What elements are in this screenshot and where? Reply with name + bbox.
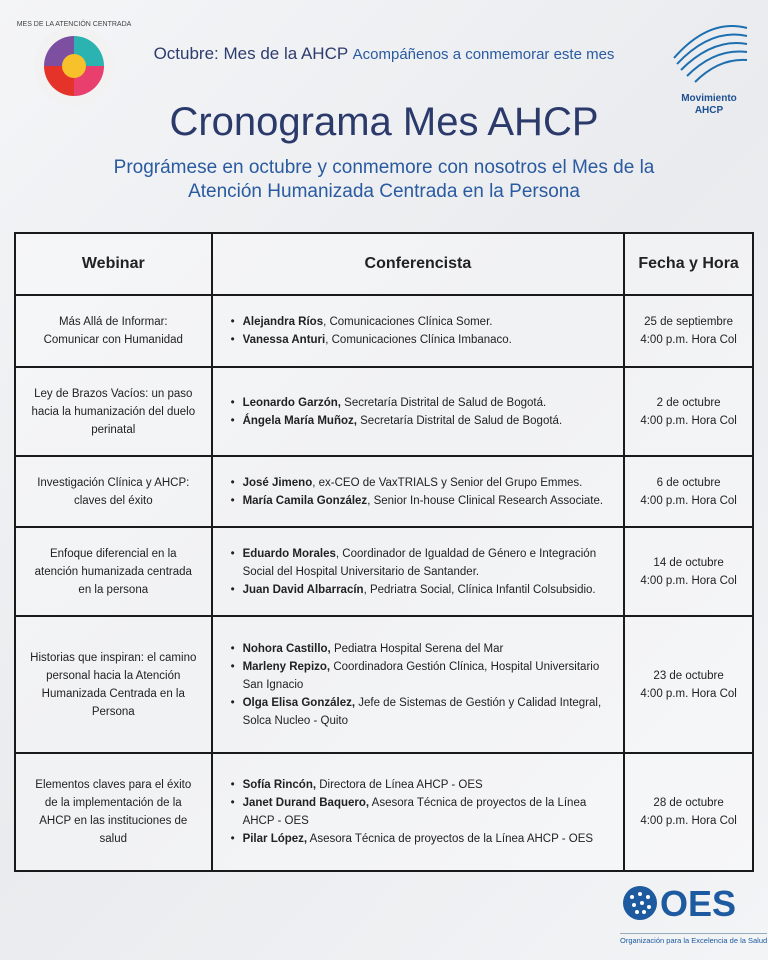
- speaker-item: [231, 640, 606, 658]
- speaker-role: Pediatra Hospital Serena del Mar: [330, 642, 504, 655]
- date: 23 de octubre: [653, 669, 724, 682]
- speaker-role: Secretaría Distrital de Salud de Bogotá.: [356, 414, 563, 427]
- speaker-item: [231, 794, 606, 830]
- speakers-cell: [212, 527, 625, 616]
- table-row: [15, 616, 753, 753]
- speaker-role: Coordinadora Gestión Clínica, Hospital Universitario San Ignacio: [242, 660, 600, 691]
- header-conferencista: Conferencista: [212, 233, 625, 295]
- speaker-name: Ángela María Muñoz,: [242, 414, 357, 427]
- page-title: Cronograma Mes AHCP: [169, 100, 599, 144]
- date-cell: [624, 367, 753, 456]
- speaker-item: [231, 694, 606, 730]
- speaker-role: Directora de Línea AHCP - OES: [316, 779, 483, 791]
- month-label: Octubre: Mes de la AHCP: [153, 44, 348, 63]
- header-fecha: Fecha y Hora: [624, 233, 753, 295]
- time: 4:00 p.m. Hora Col: [640, 815, 737, 827]
- speaker-role: , Senior In-house Clinical Research Associate.: [367, 494, 604, 507]
- speaker-item: [231, 776, 606, 794]
- speaker-item: [231, 474, 606, 492]
- logo-text-ahcp: AHCP: [694, 105, 724, 116]
- webinar-title: Más Allá de Informar: Comunicar con Humanidad: [15, 295, 212, 367]
- schedule-table: [14, 232, 754, 872]
- date-cell: [624, 527, 753, 616]
- date-cell: [624, 616, 753, 753]
- header-tagline: [0, 44, 768, 64]
- date-cell: [624, 753, 753, 871]
- speaker-role: , Comunicaciones Clínica Imbanaco.: [325, 334, 512, 346]
- date: 2 de octubre: [656, 396, 721, 409]
- speaker-name: Vanessa Anturi: [242, 334, 326, 346]
- speaker-role: , ex-CEO de VaxTRIALS y Senior del Grupo Emmes.: [312, 476, 583, 489]
- speaker-role: Asesora Técnica de proyectos de la Línea AHCP - OES: [242, 797, 587, 827]
- speaker-item: [231, 658, 606, 694]
- oes-tagline: Organización para la Excelencia de la Salud: [620, 933, 767, 945]
- speaker-name: Alejandra Ríos: [242, 316, 324, 328]
- date: 6 de octubre: [656, 476, 721, 489]
- speaker-name: Marleny Repizo,: [242, 660, 331, 673]
- speaker-name: Leonardo Garzón,: [242, 396, 341, 409]
- oes-name: OES: [660, 883, 737, 924]
- speaker-item: [231, 313, 606, 331]
- speakers-cell: [212, 367, 625, 456]
- speaker-item: [231, 394, 606, 412]
- speaker-role: , Pedriatra Social, Clínica Infantil Colsubsidio.: [363, 583, 596, 596]
- date-cell: [624, 295, 753, 367]
- table-row: [15, 753, 753, 871]
- time: 4:00 p.m. Hora Col: [640, 414, 737, 427]
- table-row: [15, 527, 753, 616]
- speaker-name: Janet Durand Baquero,: [242, 797, 370, 809]
- page-subtitle: Prográmese en octubre y conmemore con nosotros el Mes de la Atención Humanizada Centrada en la Persona: [113, 157, 655, 202]
- speaker-name: María Camila González: [242, 494, 368, 507]
- webinar-title: Enfoque diferencial en la atención humanizada centrada en la persona: [15, 527, 212, 616]
- table-row: [15, 295, 753, 367]
- speaker-item: [231, 581, 606, 599]
- speaker-item: [231, 545, 606, 581]
- speaker-role: , Coordinador de Igualdad de Género e Integración Social del Hospital Universitario de Santander.: [242, 547, 597, 578]
- speakers-cell: [212, 456, 625, 527]
- webinar-title: Elementos claves para el éxito de la implementación de la AHCP en las instituciones de salud: [15, 753, 212, 871]
- speaker-item: [231, 492, 606, 510]
- speaker-name: José Jimeno: [242, 476, 313, 489]
- time: 4:00 p.m. Hora Col: [640, 687, 737, 700]
- speaker-name: Juan David Albarracín: [242, 583, 364, 596]
- speakers-cell: [212, 753, 625, 871]
- invite-label: Acompáñenos a conmemorar este mes: [352, 46, 615, 63]
- logo-text-movimiento: Movimiento: [681, 93, 737, 104]
- webinar-title: Investigación Clínica y AHCP: claves del éxito: [15, 456, 212, 527]
- speaker-item: [231, 331, 606, 349]
- speaker-role: Asesora Técnica de proyectos de la Línea AHCP - OES: [307, 833, 594, 845]
- header-webinar: Webinar: [15, 233, 212, 295]
- date: 28 de octubre: [653, 797, 724, 809]
- movimiento-ahcp-logo: [664, 18, 754, 117]
- speaker-role: , Comunicaciones Clínica Somer.: [323, 316, 493, 328]
- speaker-name: Eduardo Morales: [242, 547, 336, 560]
- webinar-title: Ley de Brazos Vacíos: un paso hacia la humanización del duelo perinatal: [15, 367, 212, 456]
- speaker-name: Pilar López,: [242, 833, 308, 845]
- speaker-name: Olga Elisa González,: [242, 696, 356, 709]
- speakers-cell: [212, 295, 625, 367]
- table-row: [15, 456, 753, 527]
- time: 4:00 p.m. Hora Col: [640, 494, 737, 507]
- speaker-role: Secretaría Distrital de Salud de Bogotá.: [340, 396, 547, 409]
- speaker-item: [231, 412, 606, 430]
- webinar-title: Historias que inspiran: el camino personal hacia la Atención Humanizada Centrada en la Persona: [15, 616, 212, 753]
- table-row: [15, 367, 753, 456]
- time: 4:00 p.m. Hora Col: [640, 574, 737, 587]
- svg-text:MES DE LA ATENCIÓN CENTRADA: MES DE LA ATENCIÓN CENTRADA: [16, 21, 132, 28]
- date: 25 de septiembre: [644, 316, 734, 328]
- date: 14 de octubre: [653, 556, 724, 569]
- speaker-name: Nohora Castillo,: [242, 642, 331, 655]
- speakers-cell: [212, 616, 625, 753]
- date-cell: [624, 456, 753, 527]
- oes-logo: [620, 883, 768, 945]
- speaker-name: Sofía Rincón,: [242, 779, 317, 791]
- speaker-item: [231, 830, 606, 848]
- speaker-role: Jefe de Sistemas de Gestión y Calidad Integral, Solca Nucleo - Quito: [242, 696, 602, 727]
- time: 4:00 p.m. Hora Col: [640, 334, 737, 346]
